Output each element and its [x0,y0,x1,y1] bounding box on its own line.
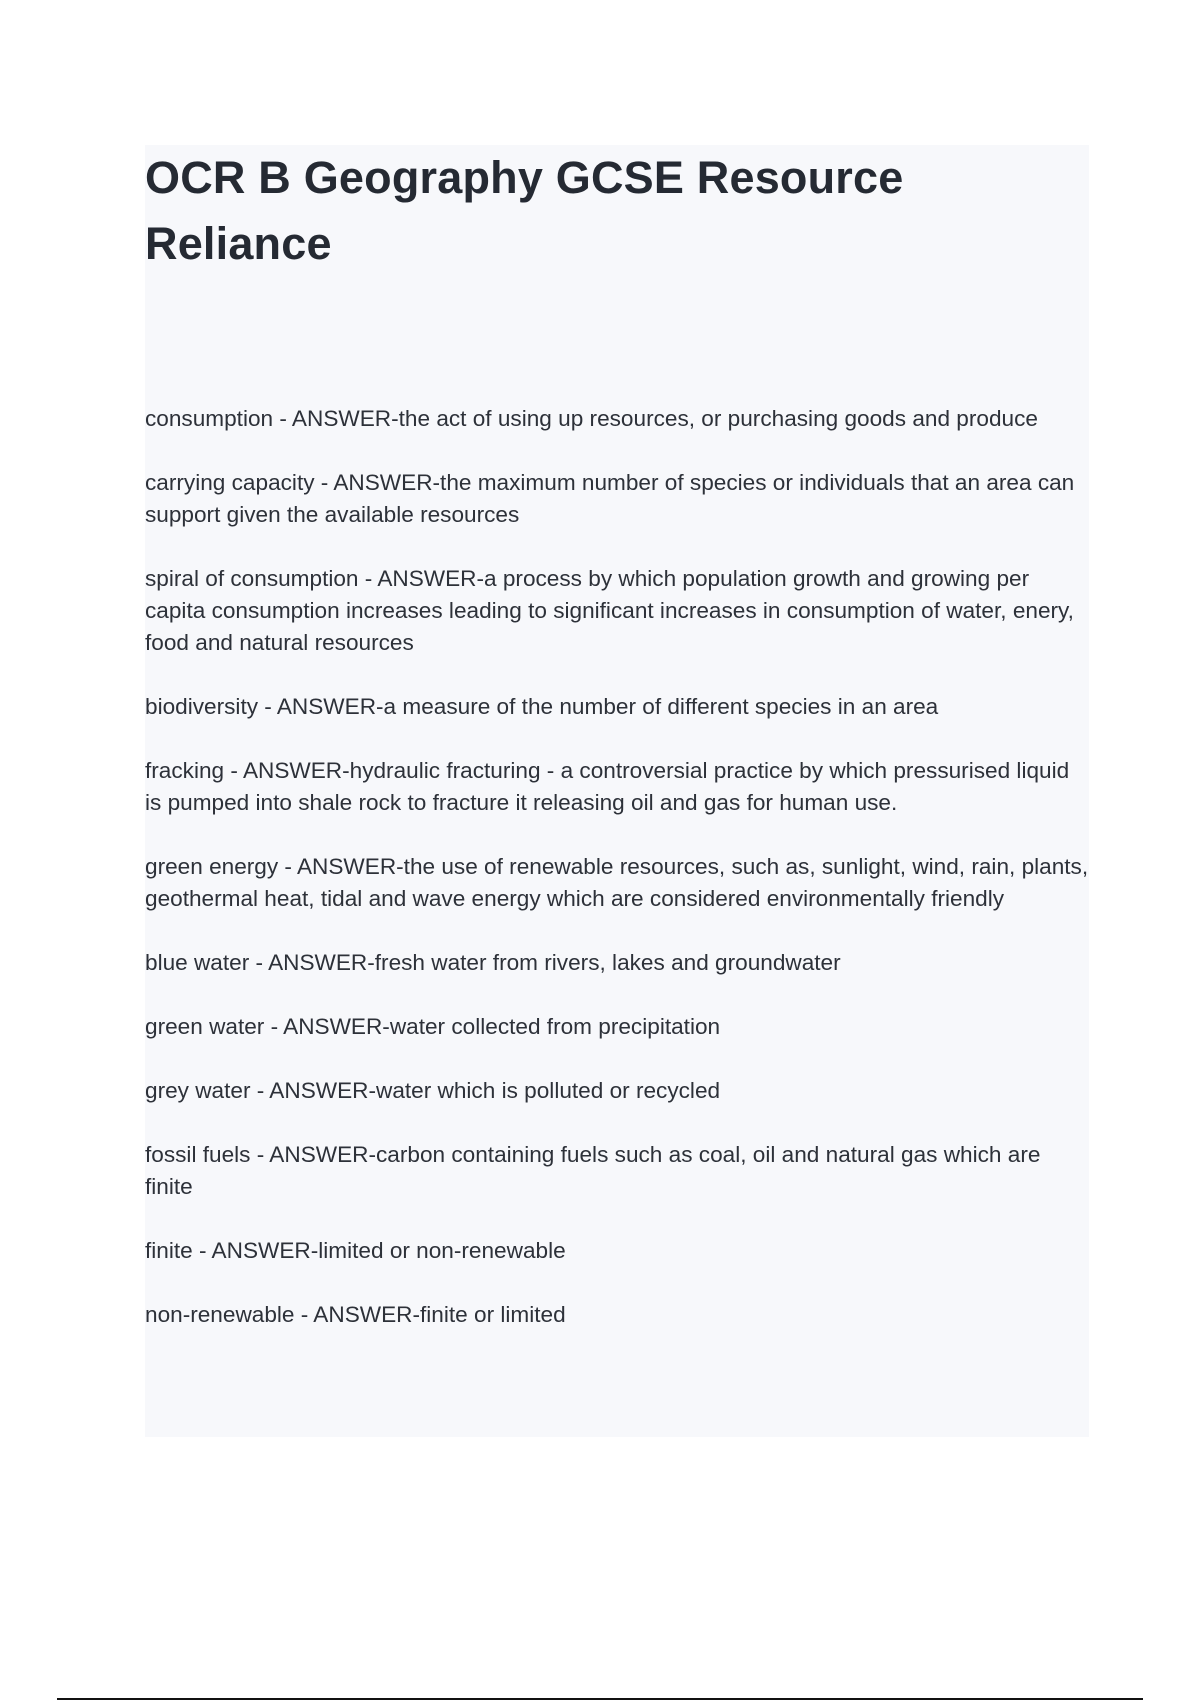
qa-entry-spiral-of-consumption: spiral of consumption - ANSWER-a process by which population growth and growing per capita consumption increases leading to significant increases in consumption of water, enery, food and natural resources [145,566,1074,655]
qa-list [145,403,1089,1363]
qa-entry-green-water: green water - ANSWER-water collected from precipitation [145,1014,721,1039]
document-content [145,145,1089,1437]
qa-entry-carrying-capacity: carrying capacity - ANSWER-the maximum number of species or individuals that an area can support given the available resources [145,470,1075,527]
qa-entry-green-energy: green energy - ANSWER-the use of renewable resources, such as, sunlight, wind, rain, plants, geothermal heat, tidal and wave energy which are considered environmentally friendly [145,854,1089,911]
page-title: OCR B Geography GCSE Resource Reliance [145,152,904,269]
qa-entry-fossil-fuels: fossil fuels - ANSWER-carbon containing fuels such as coal, oil and natural gas which are finite [145,1142,1041,1199]
qa-entry-biodiversity: biodiversity - ANSWER-a measure of the number of different species in an area [145,694,939,719]
qa-entry-grey-water: grey water - ANSWER-water which is polluted or recycled [145,1078,721,1103]
qa-entry-blue-water: blue water - ANSWER-fresh water from rivers, lakes and groundwater [145,950,841,975]
qa-entry-fracking: fracking - ANSWER-hydraulic fracturing - a controversial practice by which pressurised liquid is pumped into shale rock to fracture it releasing oil and gas for human use. [145,758,1070,815]
qa-entry-finite: finite - ANSWER-limited or non-renewable [145,1238,566,1263]
qa-entry-non-renewable: non-renewable - ANSWER-finite or limited [145,1302,566,1327]
qa-entry-consumption: consumption - ANSWER-the act of using up resources, or purchasing goods and produce [145,406,1038,431]
